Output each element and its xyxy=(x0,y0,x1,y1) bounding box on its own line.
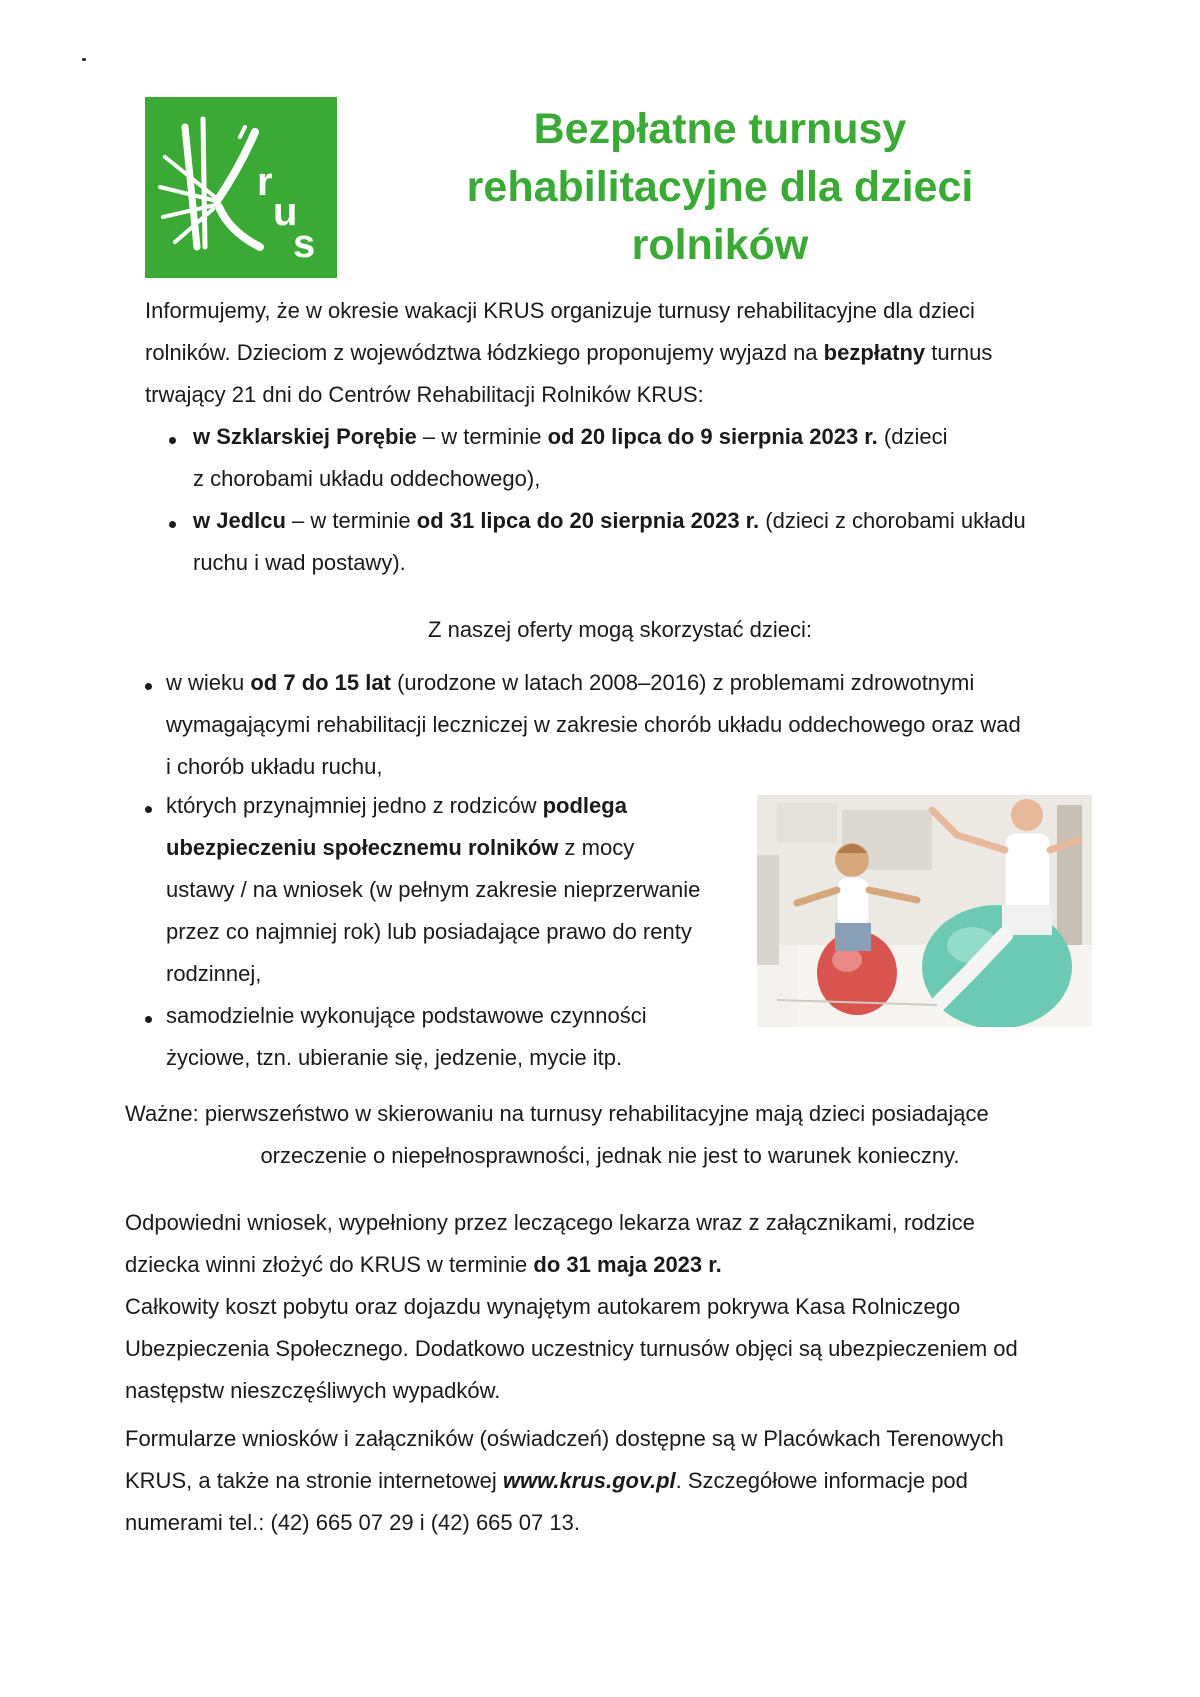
center-item: w Szklarskiej Porębie – w terminie od 20 lipca do 9 sierpnia 2023 r. (dzieci xyxy=(193,424,948,449)
intro-line: trwający 21 dni do Centrów Rehabilitacji Rolników KRUS: xyxy=(145,382,704,407)
important-note: Ważne: pierwszeństwo w skierowaniu na turnusy rehabilitacyjne mają dzieci posiadające xyxy=(125,1101,989,1126)
forms-note: Formularze wniosków i załączników (oświadczeń) dostępne są w Placówkach Terenowych xyxy=(125,1426,1004,1451)
bullet-dot xyxy=(145,1016,152,1023)
application-note: Odpowiedni wniosek, wypełniony przez leczącego lekarza wraz z załącznikami, rodzice xyxy=(125,1210,975,1235)
krus-logo-mark xyxy=(145,97,337,278)
important-note-cont: orzeczenie o niepełnosprawności, jednak nie jest to warunek konieczny. xyxy=(260,1143,960,1168)
svg-text:s: s xyxy=(293,222,316,266)
application-note-cont: dziecka winni złożyć do KRUS w terminie do 31 maja 2023 r. xyxy=(125,1252,722,1277)
title-line: Bezpłatne turnusy xyxy=(533,105,907,153)
krus-logo xyxy=(145,97,337,278)
page-title xyxy=(400,100,1040,274)
cost-note-cont: następstw nieszczęśliwych wypadków. xyxy=(125,1378,501,1403)
intro-line: Informujemy, że w okresie wakacji KRUS organizuje turnusy rehabilitacyjne dla dzieci xyxy=(145,298,975,323)
offer-heading: Z naszej oferty mogą skorzystać dzieci: xyxy=(428,617,812,642)
bullet-dot xyxy=(169,437,176,444)
bullet-dot xyxy=(169,521,176,528)
bullet-dot xyxy=(145,683,152,690)
intro-line: rolników. Dzieciom z województwa łódzkiego proponujemy wyjazd na bezpłatny turnus xyxy=(145,340,993,365)
criteria-age-cont: i chorób układu ruchu, xyxy=(166,754,383,779)
svg-text:r: r xyxy=(257,160,273,204)
forms-note-cont: KRUS, a także na stronie internetowej www.krus.gov.pl. Szczegółowe informacje pod xyxy=(125,1468,968,1493)
center-item: w Jedlcu – w terminie od 31 lipca do 20 sierpnia 2023 r. (dzieci z chorobami układu xyxy=(193,508,1026,533)
cost-note-cont: Ubezpieczenia Społecznego. Dodatkowo uczestnicy turnusów objęci są ubezpieczeniem od xyxy=(125,1336,1018,1361)
criteria-insurance-cont: ustawy / na wniosek (w pełnym zakresie nieprzerwanie xyxy=(166,877,701,902)
rehab-photo xyxy=(757,795,1092,1027)
criteria-insurance-cont: rodzinnej, xyxy=(166,961,262,986)
bullet-dot xyxy=(145,806,152,813)
cost-note: Całkowity koszt pobytu oraz dojazdu wynajętym autokarem pokrywa Kasa Rolniczego xyxy=(125,1294,961,1319)
forms-note-cont: numerami tel.: (42) 665 07 29 i (42) 665 07 13. xyxy=(125,1510,580,1535)
criteria-insurance: których przynajmniej jedno z rodziców podlega xyxy=(166,793,627,818)
criteria-self-cont: życiowe, tzn. ubieranie się, jedzenie, mycie itp. xyxy=(166,1045,623,1070)
criteria-self: samodzielnie wykonujące podstawowe czynności xyxy=(166,1003,647,1028)
criteria-age-cont: wymagającymi rehabilitacji leczniczej w zakresie chorób układu oddechowego oraz wad xyxy=(166,712,1021,737)
scan-artifact xyxy=(82,58,86,61)
krus-website-link[interactable]: www.krus.gov.pl xyxy=(502,1468,676,1493)
rehab-photo-illustration xyxy=(757,795,1092,1027)
title-line: rolników xyxy=(631,221,809,269)
criteria-age: w wieku od 7 do 15 lat (urodzone w latach 2008–2016) z problemami zdrowotnymi xyxy=(166,670,975,695)
center-item-cont: ruchu i wad postawy). xyxy=(193,550,406,575)
criteria-insurance-cont: ubezpieczeniu społecznemu rolników z mocy xyxy=(166,835,635,860)
criteria-insurance-cont: przez co najmniej rok) lub posiadające prawo do renty xyxy=(166,919,692,944)
title-line: rehabilitacyjne dla dzieci xyxy=(466,163,974,211)
svg-text:u: u xyxy=(273,190,298,234)
center-item-cont: z chorobami układu oddechowego), xyxy=(193,466,541,491)
